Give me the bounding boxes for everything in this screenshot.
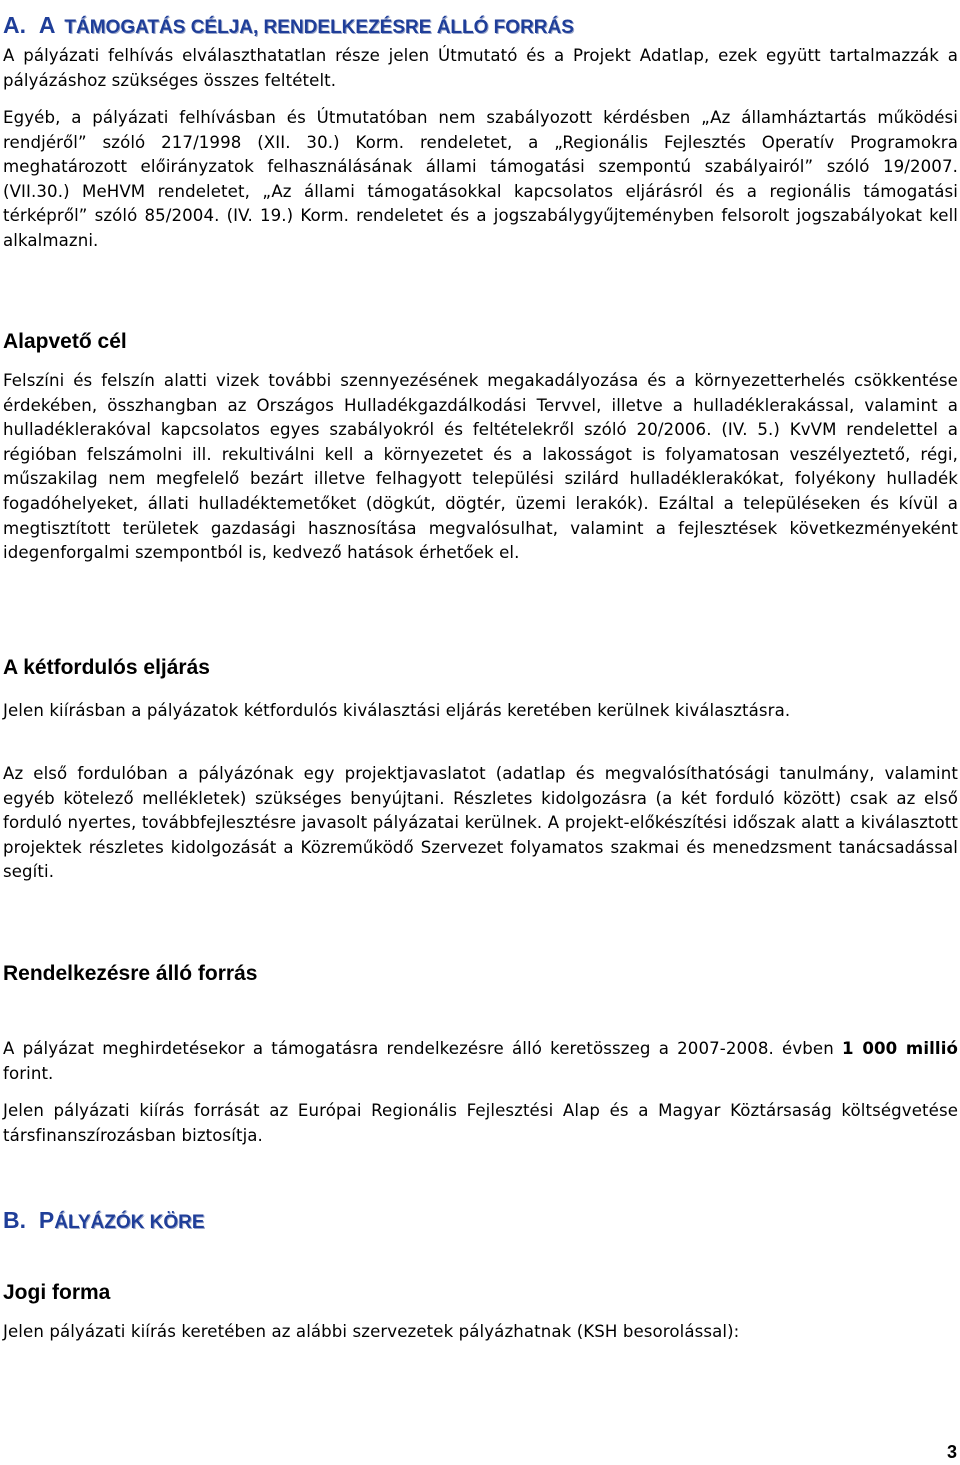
jogi-forma-heading: Jogi forma (3, 1281, 111, 1304)
page-number: 3 (946, 1442, 957, 1462)
forras-paragraph-1: A pályázat meghirdetésekor a támogatásra rendelkezésre álló keretösszeg a 2007-2008. évben 1 000 millió forint. (3, 1039, 958, 1083)
ketfordulos-heading: A kétfordulós eljárás (3, 656, 210, 679)
jogi-forma-paragraph: Jelen pályázati kiírás keretében az alábbi szervezetek pályázhatnak (KSH besorolással): (3, 1322, 740, 1341)
section-b-heading: B. PÁLYÁZÓK KÖRE (3, 1207, 205, 1233)
forras-amount: 1 000 millió (842, 1039, 958, 1058)
alapveto-cel-paragraph: Felszíni és felszín alatti vizek további szennyezésének megakadályozása és a környezetterhelés csökkentése érdekében, összhangban az Országos Hulladékgazdálkodási Tervvel, illetve a hulladéklerakással, valamint a hulladéklerakóval kapcsolatos egyes szabályokról és feltételekről szóló 20/2006. (IV. 5.) KvVM rendelettel a régióban felszámolni ill. rekultiválni kell a környezetet és a lakosságot is folyamatosan veszélyeztető, régi, műszakilag nem megfelelő bezárt illetve felhagyott települési szilárd hulladéklerakókat, folyékony hulladék fogadóhelyeket, állati hulladéktemetőket (dögkút, dögtér, üzemi lerakók). Ezáltal a településeken és kívül a megtisztított területek gazdasági hasznosítása megvalósulhat, valamint a fejlesztések következményeként idegenforgalmi szempontból is, kedvező hatások érhetőek el. (3, 371, 958, 563)
ketfordulos-paragraph-2: Az első fordulóban a pályázónak egy projektjavaslatot (adatlap és megvalósíthatósági tanulmány, valamint egyéb kötelező mellékletek) szükséges benyújtani. Részletes kidolgozásra (a két forduló között) csak az első forduló nyertes, továbbfejlesztésre javasolt pályázatai kerülnek. A projekt-előkészítési időszak alatt a kiválasztott projektek részletes kidolgozását a Közreműködő Szervezet folyamatos szakmai és menedzsment tanácsadással segíti. (3, 764, 958, 882)
intro-paragraph-2: Egyéb, a pályázati felhívásban és Útmutatóban nem szabályozott kérdésben „Az államháztartás működési rendjéről” szóló 217/1998 (XII. 30.) Korm. rendeletet, a „Regionális Fejlesztés Operatív Programokra meghatározott előirányzatok felhasználásának állami támogatási szempontú szabályairól” szóló 19/2007. (VII.30.) MeHVM rendeletet, „Az állami támogatásokkal kapcsolatos eljárásról és a regionális támogatási térképről” szóló 85/2004. (IV. 19.) Korm. rendeletet és a jogszabálygyűjteményben felsorolt jogszabályokat kell alkalmazni. (3, 108, 958, 250)
alapveto-cel-heading: Alapvető cél (3, 330, 127, 353)
ketfordulos-paragraph-1: Jelen kiírásban a pályázatok kétfordulós kiválasztási eljárás keretében kerülnek kiválasztásra. (3, 701, 791, 720)
intro-paragraph-1: A pályázati felhívás elválaszthatatlan része jelen Útmutató és a Projekt Adatlap, ezek együtt tartalmazzák a pályázáshoz szükséges összes feltételt. (3, 46, 958, 90)
forras-paragraph-2: Jelen pályázati kiírás forrását az Európai Regionális Fejlesztési Alap és a Magyar Köztársaság költségvetése társfinanszírozásban biztosítja. (3, 1101, 958, 1145)
section-a-heading: A. A TÁMOGATÁS CÉLJA, RENDELKEZÉSRE ÁLLÓ FORRÁS (3, 12, 574, 38)
forras-heading: Rendelkezésre álló forrás (3, 962, 258, 985)
